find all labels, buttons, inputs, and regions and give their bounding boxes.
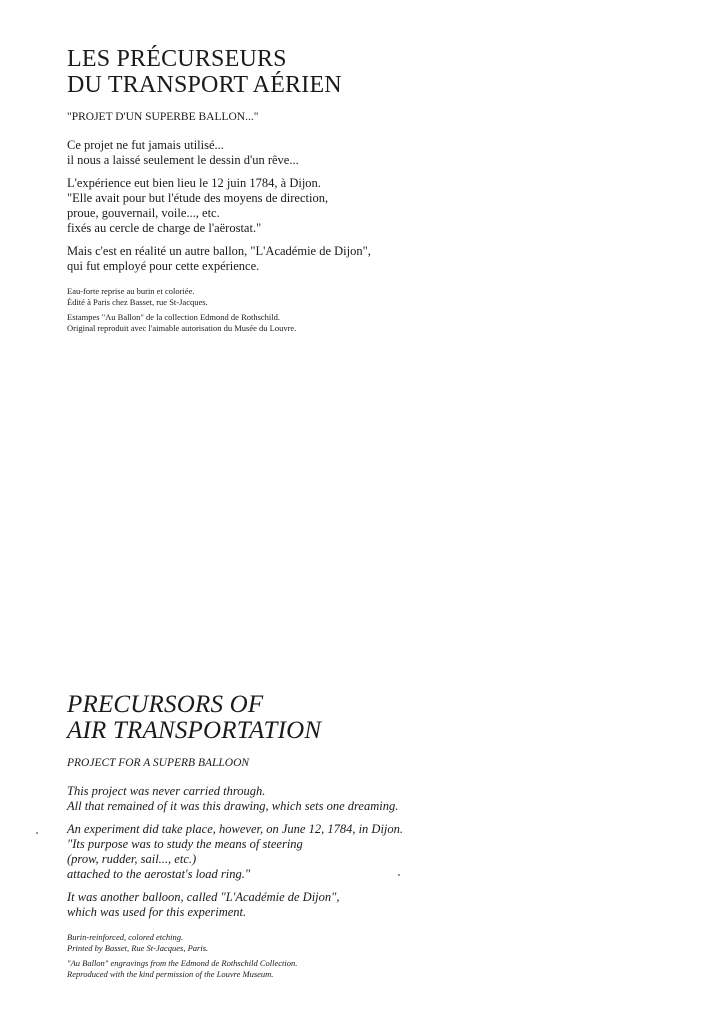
french-credits-2 [67,312,667,334]
french-paragraph-2 [67,176,667,236]
speck-mark [36,832,38,834]
english-section [67,692,667,980]
text-line: It was another balloon, called "L'Académie de Dijon", [67,890,340,904]
text-line: "Elle avait pour but l'étude des moyens de direction, [67,191,329,205]
text-line: Ce projet ne fut jamais utilisé... [67,138,224,152]
english-subtitle: PROJECT FOR A SUPERB BALLOON [67,757,250,769]
text-line: Mais c'est en réalité un autre ballon, "L'Académie de Dijon", [67,244,371,258]
text-line: proue, gouvernail, voile..., etc. [67,206,220,220]
english-title [67,692,667,744]
text-line: L'expérience eut bien lieu le 12 juin 1784, à Dijon. [67,176,321,190]
credit-line: Édité à Paris chez Basset, rue St-Jacques. [67,297,208,307]
french-title-line-2: DU TRANSPORT AÉRIEN [67,72,342,98]
speck-mark [398,874,400,876]
french-paragraph-1 [67,138,667,168]
text-line: This project was never carried through. [67,784,266,798]
english-credits-2 [67,958,667,980]
french-subtitle: "PROJET D'UN SUPERBE BALLON..." [67,111,259,123]
french-title-line-1: LES PRÉCURSEURS [67,46,287,72]
text-line: fixés au cercle de charge de l'aërostat." [67,221,262,235]
text-line: il nous a laissé seulement le dessin d'un rêve... [67,153,299,167]
credit-line: Printed by Basset, Rue St-Jacques, Paris. [67,943,209,953]
english-title-line-2: AIR TRANSPORTATION [67,717,322,744]
english-title-line-1: PRECURSORS OF [67,691,264,718]
french-credits-1 [67,286,667,308]
text-line: All that remained of it was this drawing, which sets one dreaming. [67,799,399,813]
text-line: "Its purpose was to study the means of steering [67,837,303,851]
english-credits-1 [67,932,667,954]
text-line: An experiment did take place, however, on June 12, 1784, in Dijon. [67,822,404,836]
french-paragraph-3 [67,244,667,274]
credit-line: Original reproduit avec l'aimable autorisation du Musée du Louvre. [67,323,297,333]
credit-line: "Au Ballon" engravings from the Edmond de Rothschild Collection. [67,958,298,968]
credit-line: Eau-forte reprise au burin et coloriée. [67,286,195,296]
french-section [67,46,667,334]
english-paragraph-3 [67,890,667,920]
credit-line: Reproduced with the kind permission of the Louvre Museum. [67,969,274,979]
credit-line: Estampes "Au Ballon" de la collection Edmond de Rothschild. [67,312,281,322]
text-line: qui fut employé pour cette expérience. [67,259,260,273]
english-paragraph-2 [67,822,667,882]
text-line: attached to the aerostat's load ring." [67,867,251,881]
french-title [67,46,667,98]
english-paragraph-1 [67,784,667,814]
credit-line: Burin-reinforced, colored etching. [67,932,184,942]
text-line: (prow, rudder, sail..., etc.) [67,852,197,866]
text-line: which was used for this experiment. [67,905,247,919]
